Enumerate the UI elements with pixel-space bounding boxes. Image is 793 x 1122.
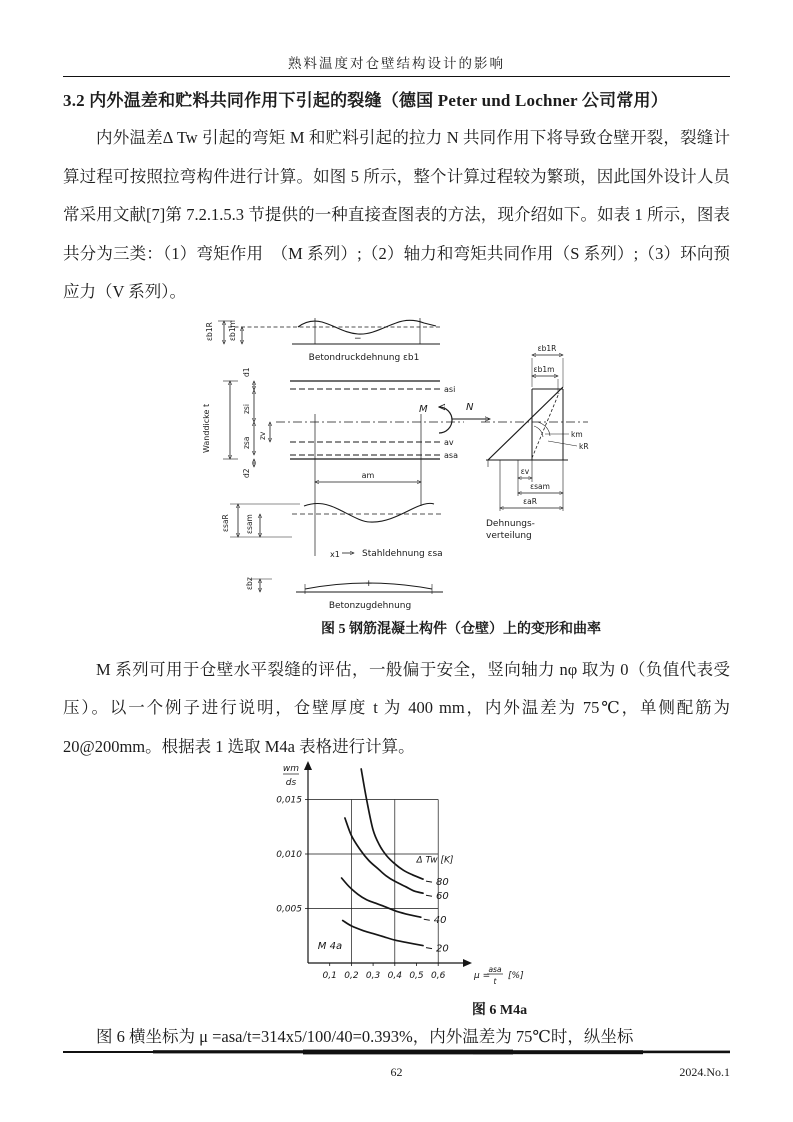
issue-label: 2024.No.1 — [679, 1065, 730, 1079]
section-heading: 3.2 内外温差和贮料共同作用下引起的裂缝（德国 Peter und Lochner 公司常用） — [63, 91, 668, 110]
dim-label-d1: d1 — [242, 366, 251, 377]
strain-label-ev: εv — [520, 466, 530, 476]
figure-6 — [269, 759, 730, 1020]
x-axis-label-unit: [%] — [508, 971, 524, 981]
x-axis-arrow — [463, 959, 472, 967]
strain-label-ebz: εbz — [245, 576, 254, 590]
figure-5 — [192, 310, 730, 639]
chart-id-label: M 4a — [317, 940, 343, 952]
strain-label-esam-right: εsam — [530, 481, 550, 491]
x-tick-label: 0,1 — [322, 971, 337, 981]
strain-label-esaR: εsaR — [221, 513, 230, 532]
strain-label-esam: εsam — [245, 513, 254, 534]
rebar-line-label-asa: asa — [444, 450, 458, 460]
y-tick-label: 0,005 — [276, 904, 302, 915]
x-tick-label: 0,6 — [431, 971, 446, 981]
series-label-tick — [426, 895, 432, 896]
dehnungsverteilung-label-1: Dehnungs- — [486, 518, 535, 529]
betondruckdehnung-label: Betondruckdehnung εb1 — [308, 352, 420, 363]
figure-5-caption: 图 5 钢筋混凝土构件（仓壁）上的变形和曲率 — [321, 621, 601, 637]
concrete-compression-wave — [205, 318, 440, 363]
figure-6-caption: 图 6 M4a — [471, 1003, 528, 1018]
paragraph-1: 内外温差Δ Tw 引起的弯矩 M 和贮料引起的拉力 N 共同作用下将导致仓壁开裂，裂缝计算过程可按照拉弯构件进行计算。如图 5 所示，整个计算过程较为繁琐，因此国外设计人员常采用文献[7]第 7.2.1.5.3 节提供的一种直接查图表的方法，现介绍如下。如表 1 所示，图表共分为三类：（1）弯矩作用 （M 系列）;（2）轴力和弯矩共同作用（S 系列）;（3）环向预应力（V 系列）。 — [63, 128, 730, 301]
strain-label-eb1R-right: εb1R — [537, 343, 557, 353]
strain-label-eb1m-right: εb1m — [533, 364, 555, 374]
x-axis-label-numerator: asa — [488, 965, 502, 974]
series-label-tick — [424, 919, 430, 920]
series-label-tick — [426, 881, 432, 882]
x-tick-label: 0,2 — [344, 971, 359, 981]
strain-label-eaR: εaR — [523, 496, 537, 506]
series-label-40: 40 — [433, 915, 447, 927]
strain-label-eb1R-top: εb1R — [205, 321, 214, 341]
running-header: 熟料温度对仓壁结构设计的影响 — [288, 56, 505, 71]
x-tick-label: 0,5 — [409, 971, 424, 981]
y-tick-label: 0,015 — [276, 795, 302, 806]
series-label-80: 80 — [436, 877, 449, 889]
page-number: 62 — [390, 1065, 403, 1079]
footer-rule — [63, 1048, 730, 1057]
dim-label-d2: d2 — [242, 467, 251, 478]
rebar-line-label-av: av — [444, 437, 454, 447]
strain-distribution — [481, 344, 589, 541]
wall-thickness-label: Wanddicke t — [202, 403, 211, 453]
y-axis-label-denominator: ds — [285, 778, 297, 788]
dehnungsverteilung-label-2: verteilung — [486, 530, 532, 541]
legend-title: Δ Tw [K] — [416, 855, 454, 866]
x-axis-label-prefix: μ = — [474, 971, 491, 981]
y-tick-label: 0,010 — [276, 850, 302, 860]
series-label-tick — [426, 948, 432, 949]
series-curve-20 — [343, 921, 423, 946]
figure6-m4a-chart — [269, 759, 569, 999]
y-axis-label-numerator: wm — [282, 764, 300, 774]
paragraph-3: 图 6 横坐标为 μ =asa/t=314x5/100/40=0.393%，内外温差为 75℃时，纵坐标 — [96, 1027, 634, 1046]
betonzugdehnung-label: Betonzugdehnung — [328, 600, 412, 611]
steel-strain-wave — [221, 471, 444, 611]
curvature-label-km: km — [571, 429, 583, 439]
x-tick-label: 0,3 — [365, 971, 381, 981]
header-rule — [63, 76, 730, 77]
series-label-60: 60 — [436, 891, 449, 903]
x-axis-label-denominator: t — [493, 977, 497, 986]
figure5-strain-diagram — [192, 310, 612, 612]
strain-label-eb1m-top: εb1m — [228, 319, 237, 341]
dim-label-am: am — [361, 470, 375, 480]
paragraph-2: M 系列可用于仓壁水平裂缝的评估，一般偏于安全，竖向轴力 nφ 取为 0（负值代表受压）。以一个例子进行说明，仓壁厚度 t 为 400 mm，内外温差为 75℃，单侧配筋为 20@200mm。根据表 1 选取 M4a 表格进行计算。 — [63, 659, 747, 756]
dim-label-zv: zv — [258, 431, 267, 440]
moment-label-M: M — [419, 403, 428, 415]
series-label-20: 20 — [436, 943, 449, 955]
x-tick-label: 0,4 — [387, 971, 402, 981]
plus-sign: + — [365, 578, 373, 589]
series-curve-60 — [345, 818, 423, 893]
rebar-line-label-asi: asi — [444, 384, 456, 394]
series-curve-40 — [342, 878, 421, 917]
curvature-label-kR: kR — [579, 441, 589, 451]
dim-label-zsi: zsi — [242, 403, 251, 414]
force-label-N: N — [466, 401, 474, 413]
y-axis-arrow — [304, 761, 312, 770]
minus-sign: − — [354, 333, 362, 344]
stahldehnung-label: Stahldehnung εsa — [362, 548, 443, 559]
dim-label-x1: x1 — [330, 549, 340, 559]
dim-label-zsa: zsa — [242, 436, 251, 449]
page-footer — [63, 1044, 730, 1080]
